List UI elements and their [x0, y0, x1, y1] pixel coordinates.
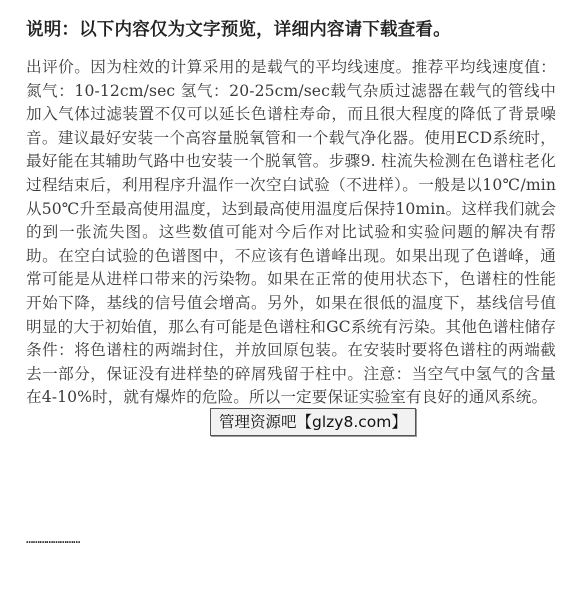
- preview-notice: 说明：以下内容仅为文字预览，详细内容请下载查看。: [26, 20, 451, 40]
- document-body-text: 出评价。因为柱效的计算采用的是载气的平均线速度。推荐平均线速度值：氮气：10-12cm/sec 氢气：20-25cm/sec载气杂质过滤器在载气的管线中加入气体过滤装置不仅可以延长色谱柱寿命，而且很大程度的降低了背景噪音。建议最好安装一个高容量脱氧管和一个载气净化器。使用ECD系统时，最好能在其辅助气路中也安装一个脱氧管。步骤9. 柱流失检测在色谱柱老化过程结束后，利用程序升温作一次空白试验（不进样）。一般是以10℃/min从50℃升至最高使用温度，达到最高使用温度后保持10min。这样我们就会的到一张流失图。这些数值可能对今后作对比试验和实验问题的解决有帮助。在空白试验的色谱图中，不应该有色谱峰出现。如果出现了色谱峰，通常可能是从进样口带来的污染物。如果在正常的使用状态下，色谱柱的性能开始下降，基线的信号值会增高。另外，如果在很低的温度下，基线信号值明显的大于初始值，那么有可能是色谱柱和GC系统有污染。其他色谱柱储存条件：将色谱柱的两端封住，并放回原包装。在安装时要将色谱柱的两端截去一部分，保证没有进样垫的碎屑残留于柱中。注意：当空气中氢气的含量在4-10%时，就有爆炸的危险。所以一定要保证实验室有良好的通风系统。: [26, 58, 556, 407]
- ellipsis-separator: ……………………: [26, 532, 80, 546]
- watermark-stamp: 管理资源吧【glzy8.com】: [210, 408, 416, 436]
